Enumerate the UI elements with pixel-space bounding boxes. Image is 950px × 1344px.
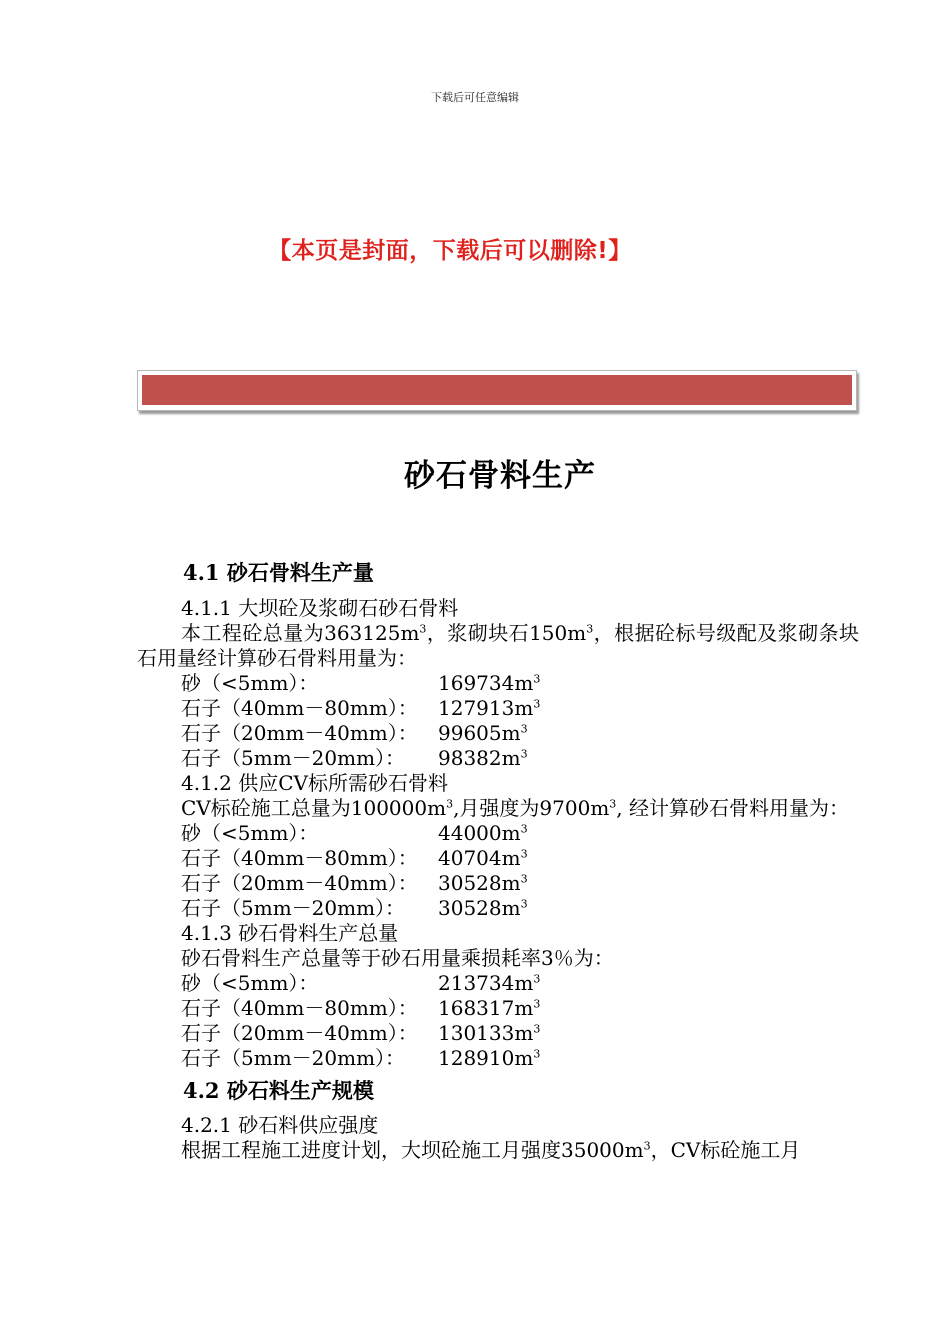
- quantity-row: 石子（40mm－80mm）： $127913m^3$: [181, 696, 541, 720]
- document-title: 砂石骨料生产: [404, 458, 596, 494]
- subsection-heading-4-2-1: 4.2.1 砂石料供应强度: [181, 1113, 379, 1137]
- document-body: [137, 556, 859, 1163]
- subsection-heading-4-1-3: 4.1.3 砂石骨料生产总量: [181, 921, 399, 945]
- quantity-row: 石子（40mm－80mm）： $168317m^3$: [181, 996, 541, 1020]
- page-header: 下载后可任意编辑: [431, 91, 519, 104]
- quantity-row: 石子（20mm－40mm）： $130133m^3$: [181, 1021, 541, 1045]
- title-banner: [137, 370, 857, 411]
- quantity-row: 石子（20mm－40mm）： $99605m^3$: [181, 721, 528, 745]
- quantity-row: 砂（<5mm）： $213734m^3$: [181, 971, 541, 995]
- quantity-row: 石子（5mm－20mm）： $128910m^3$: [181, 1046, 541, 1070]
- title-banner-fill: [142, 375, 852, 405]
- quantity-row: 石子（40mm－80mm）： $40704m^3$: [181, 846, 528, 870]
- quantity-list-4-1-2: [137, 821, 859, 921]
- quantity-row: 砂（<5mm）： $44000m^3$: [181, 821, 528, 845]
- quantity-list-4-1-3: [137, 971, 859, 1071]
- paragraph-4-2-1: 根据工程施工进度计划，大坝砼施工月强度$35000m^3$，CV标砼施工月: [181, 1138, 801, 1162]
- quantity-row: 石子（5mm－20mm）： $30528m^3$: [181, 896, 528, 920]
- section-heading-4-1: 4.1 砂石骨料生产量: [183, 560, 374, 585]
- paragraph-4-1-3: 砂石骨料生产总量等于砂石用量乘损耗率3％为：: [181, 946, 614, 970]
- subsection-heading-4-1-1: 4.1.1 大坝砼及浆砌石砂石骨料: [181, 596, 459, 620]
- quantity-list-4-1-1: [137, 671, 859, 771]
- paragraph-4-1-1: 本工程砼总量为$363125m^3$，浆砌块石$150m^3$，根据砼标号级配及浆砌条块石用量经计算砂石骨料用量为：: [137, 621, 860, 670]
- quantity-row: 砂（<5mm）： $169734m^3$: [181, 671, 541, 695]
- cover-notice: 【本页是封面，下载后可以删除!】: [268, 238, 632, 264]
- subsection-heading-4-1-2: 4.1.2 供应CV标所需砂石骨料: [181, 771, 448, 795]
- paragraph-4-1-2: CV标砼施工总量为$100000m^3$,月强度为$9700m^3$, 经计算砂石骨料用量为：: [181, 796, 850, 820]
- quantity-row: 石子（5mm－20mm）： $98382m^3$: [181, 746, 528, 770]
- quantity-row: 石子（20mm－40mm）： $30528m^3$: [181, 871, 528, 895]
- section-heading-4-2: 4.2 砂石料生产规模: [183, 1078, 374, 1103]
